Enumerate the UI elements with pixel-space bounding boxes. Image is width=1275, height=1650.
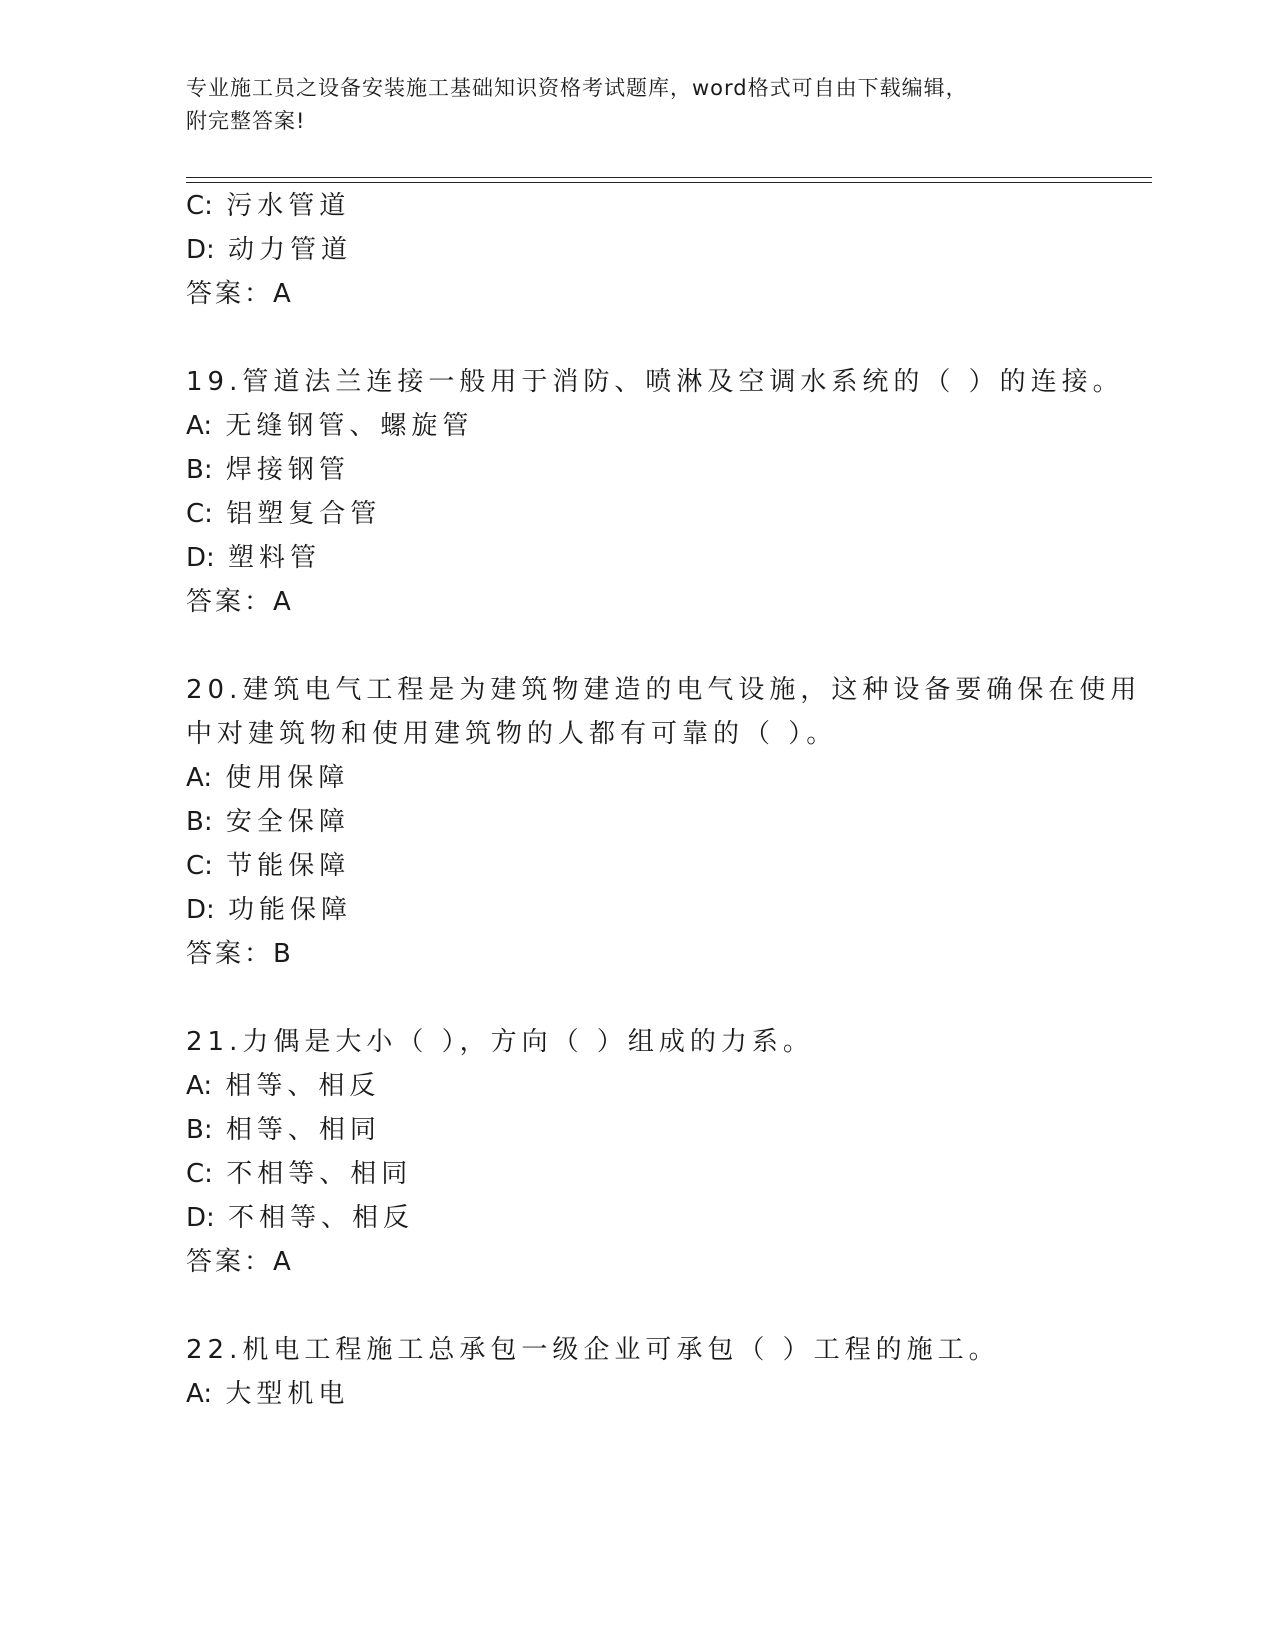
question-stem-continued: 中对建筑物和使用建筑物的人都有可靠的（ ）。 [186, 719, 838, 749]
option-key: A: [186, 1071, 213, 1101]
option-c [186, 1158, 412, 1190]
option-key: C: [186, 1159, 213, 1189]
option-text: 不相等、相同 [226, 1159, 413, 1189]
option-text: 无缝钢管、螺旋管 [225, 411, 474, 441]
option-b [186, 454, 350, 486]
option-a [186, 1378, 349, 1410]
option-key: D: [186, 235, 215, 265]
option-text: 塑料管 [228, 543, 322, 573]
answer-label: 答案： [186, 1247, 274, 1277]
answer-line [186, 1246, 291, 1278]
option-text: 使用保障 [225, 763, 350, 793]
option-text: 节能保障 [226, 851, 351, 881]
question-stem: 21.力偶是大小（ ），方向（ ）组成的力系。 [186, 1027, 814, 1057]
option-key: D: [186, 543, 215, 573]
option-text: 焊接钢管 [225, 455, 350, 485]
option-text: 铝塑复合管 [226, 499, 382, 529]
option-text: 安全保障 [225, 807, 350, 837]
option-d [186, 1202, 414, 1234]
answer-label: 答案： [186, 939, 274, 969]
answer-value: A [273, 587, 291, 617]
option-key: C: [186, 191, 213, 221]
option-a [186, 762, 349, 794]
option-c [186, 850, 350, 882]
question-stem: 20.建筑电气工程是为建筑物建造的电气设施，这种设备要确保在使用 [186, 675, 1142, 705]
header-divider-bottom [186, 182, 1152, 183]
option-text: 相等、相反 [225, 1071, 381, 1101]
option-text: 相等、相同 [225, 1115, 381, 1145]
option-b [186, 806, 350, 838]
option-key: D: [186, 1203, 215, 1233]
option-a [186, 410, 473, 442]
answer-line [186, 278, 291, 310]
answer-value: A [273, 1247, 291, 1277]
option-text: 大型机电 [225, 1379, 350, 1409]
option-d [186, 542, 321, 574]
answer-line [186, 586, 291, 618]
option-d [186, 894, 352, 926]
option-text: 动力管道 [228, 235, 353, 265]
header-line-1: 专业施工员之设备安装施工基础知识资格考试题库，word格式可自由下载编辑， [186, 76, 968, 100]
option-c [186, 498, 381, 530]
header-divider-top [186, 177, 1152, 178]
option-b [186, 1114, 381, 1146]
option-key: D: [186, 895, 215, 925]
answer-label: 答案： [186, 279, 274, 309]
option-key: B: [186, 807, 213, 837]
question-stem: 19.管道法兰连接一般用于消防、喷淋及空调水系统的（ ）的连接。 [186, 367, 1124, 397]
option-key: C: [186, 499, 213, 529]
option-key: C: [186, 851, 213, 881]
answer-label: 答案： [186, 587, 274, 617]
option-key: B: [186, 1115, 213, 1145]
question-stem: 22.机电工程施工总承包一级企业可承包（ ）工程的施工。 [186, 1335, 1000, 1365]
option-c [186, 190, 350, 222]
option-key: A: [186, 1379, 213, 1409]
option-text: 不相等、相反 [228, 1203, 415, 1233]
option-a [186, 1070, 380, 1102]
answer-value: B [273, 939, 291, 969]
option-key: A: [186, 763, 213, 793]
option-key: A: [186, 411, 213, 441]
document-header [186, 72, 1086, 138]
option-text: 污水管道 [226, 191, 351, 221]
option-d [186, 234, 352, 266]
answer-value: A [273, 279, 291, 309]
option-text: 功能保障 [228, 895, 353, 925]
answer-line [186, 938, 291, 970]
option-key: B: [186, 455, 213, 485]
header-line-2: 附完整答案! [186, 109, 306, 133]
